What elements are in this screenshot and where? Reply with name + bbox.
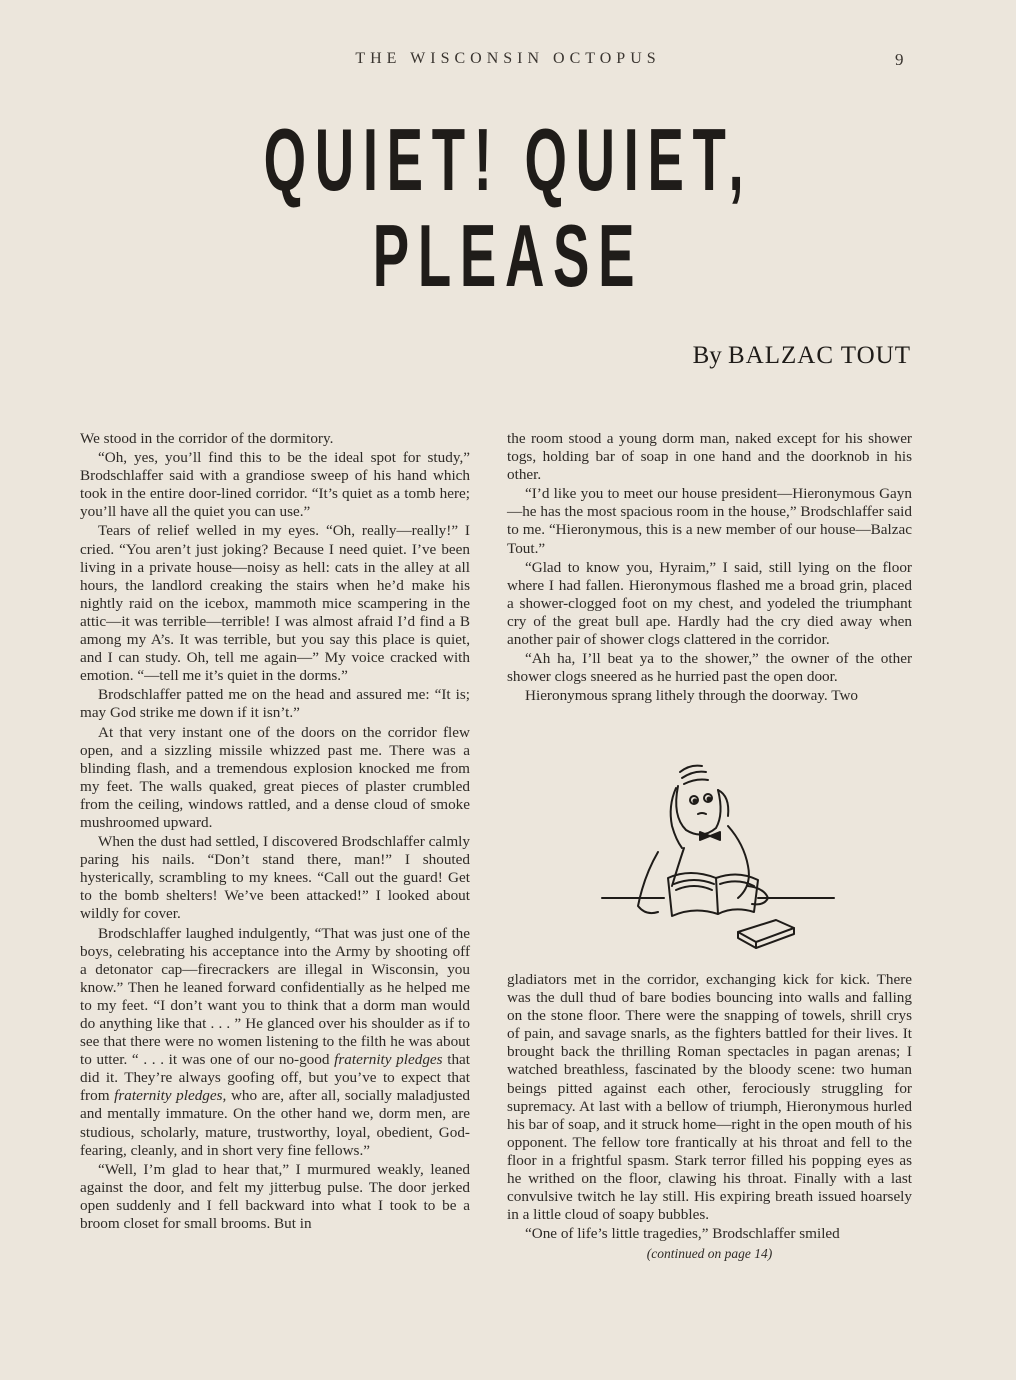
paragraph: “Ah ha, I’ll beat ya to the shower,” the owner of the other shower clogs sneered as he hurried past the open door.: [507, 650, 912, 686]
paragraph: gladiators met in the corridor, exchanging kick for kick. There was the dull thud of bare bodies bouncing into walls and falling on the stone floor. There were the snapping of towels, shrill crys of pain, and savage snarls, as the fighters battled for their lives. It brought back the thrilling Roman spectacles in pagan arenas; I watched breathless, fascinated by the bloody scene: two human beings pitted against each other, ferociously struggling for supremacy. At last with a bellow of triumph, Hieronymous hurled his bar of soap, and it struck home—right in the open mouth of his opponent. The fellow tore frantically at his throat and fell to the floor in a frightful spasm. Stark terror filled his popping eyes as he writhed on the floor, clawing his throat. Finally with a last convulsive twitch he lay still. His expiring breath issued hoarsely in a little cloud of soapy bubbles.: [507, 971, 912, 1224]
paragraph: Tears of relief welled in my eyes. “Oh, really—really!” I cried. “You aren’t just joking? Because I need quiet. I’ve been living in a private house—noisy as hell: cats in the alley at all hours, the landlord creaking the stairs when he’d make his nightly raid on the icebox, mammoth mice scampering in the attic—it was terrible—terrible! I was almost afraid I’d find a B among my A’s. It was terrible, but you say this place is quiet, and I can study. Oh, tell me again—” My voice cracked with emotion. “—tell me it’s quiet in the dorms.”: [80, 522, 470, 685]
right-column-bottom: [507, 971, 912, 1264]
title-line-2: PLEASE: [372, 206, 644, 305]
paragraph: When the dust had settled, I discovered Brodschlaffer calmly paring his nails. “Don’t stand there, man!” I shouted hysterically, scrambling to my knees. “Call out the guard! Get to the bomb shelters! We’ve been attacked!” I looked about wildly for cover.: [80, 833, 470, 923]
paragraph: “Oh, yes, you’ll find this to be the ideal spot for study,” Brodschlaffer said with a grandiose sweep of his hand which took in the entire door-lined corridor. “It’s quiet as a tomb here; you’ll have all the quiet you can use.”: [80, 449, 470, 521]
cartoon-student-with-book-icon: [598, 756, 838, 956]
paragraph: Brodschlaffer patted me on the head and assured me: “It is; may God strike me down if it isn’t.”: [80, 686, 470, 722]
running-head: THE WISCONSIN OCTOPUS: [355, 50, 661, 67]
paragraph: “Glad to know you, Hyraim,” I said, still lying on the floor where I had fallen. Hieronymous flashed me a broad grin, placed a shower-clogged foot on my chest, and yodeled the triumphant cry of the great bull ape. Hardly had the cry died away when another pair of shower clogs clattered in the corridor.: [507, 558, 912, 649]
byline-author: BALZAC TOUT: [728, 342, 911, 369]
italic-text: fraternity pledges: [334, 1051, 443, 1069]
paragraph: [80, 925, 470, 1160]
text-run: Brodschlaffer laughed indulgently, “That was just one of the boys, celebrating his acceptance into the Army by shooting off a detonator cap—firecrackers are illegal in Wisconsin, you know.” Then he leaned forward confidentially as he helped me to my feet. “I don’t want you to think that a dorm man would do anything like that . . . ” He glanced over his shoulder as if to see that there were no women listening to the filth he was about to utter. “ . . . it was one of our no-good: [80, 924, 470, 1069]
right-column-top: [507, 430, 912, 705]
title-line-1: QUIET! QUIET,: [263, 110, 753, 209]
paragraph: “I’d like you to meet our house president—Hieronymous Gayn—he has the most spacious room in the house,” Brodschlaffer said to me. “Hieronymous, this is a new member of our house—Balzac Tout.”: [507, 485, 912, 557]
italic-text: fraternity pledges,: [114, 1087, 227, 1105]
text-run: that did it. They’re always goofing off, but you’ve to expect that from: [80, 1051, 470, 1105]
paragraph: Hieronymous sprang lithely through the doorway. Two: [525, 687, 859, 705]
article-title: [0, 112, 1016, 304]
paragraph: We stood in the corridor of the dormitory.: [80, 430, 334, 447]
text-run: who are, after all, socially maladjusted and mentally immature. On the other hand we, dorm men, are studious, scholarly, mature, trustworthy, loyal, obedient, God-fearing, cleanly, and in short very fine fellows.”: [80, 1087, 470, 1159]
byline: [693, 342, 911, 370]
page-number: 9: [895, 50, 904, 69]
paragraph: “Well, I’m glad to hear that,” I murmured weakly, leaned against the door, and felt my jitterbug pulse. The door jerked open suddenly and I fell backward into what I took to be a broom closet for small brooms. But in: [80, 1160, 470, 1233]
paragraph: the room stood a young dorm man, naked except for his shower togs, holding bar of soap in one hand and the doorknob in his other.: [507, 430, 912, 484]
continued-note: (continued on page 14): [646, 1246, 773, 1262]
left-column: [80, 430, 470, 1233]
byline-prefix: By: [692, 342, 722, 369]
paragraph: At that very instant one of the doors on the corridor flew open, and a sizzling missile whizzed past me. There was a blinding flash, and a tremendous explosion knocked me from my feet. The walls quaked, great pieces of plaster crumbled from the ceiling, windows rattled, and a dense cloud of smoke mushroomed upward.: [80, 723, 470, 831]
paragraph: “One of life’s little tragedies,” Brodschlaffer smiled: [525, 1225, 840, 1243]
